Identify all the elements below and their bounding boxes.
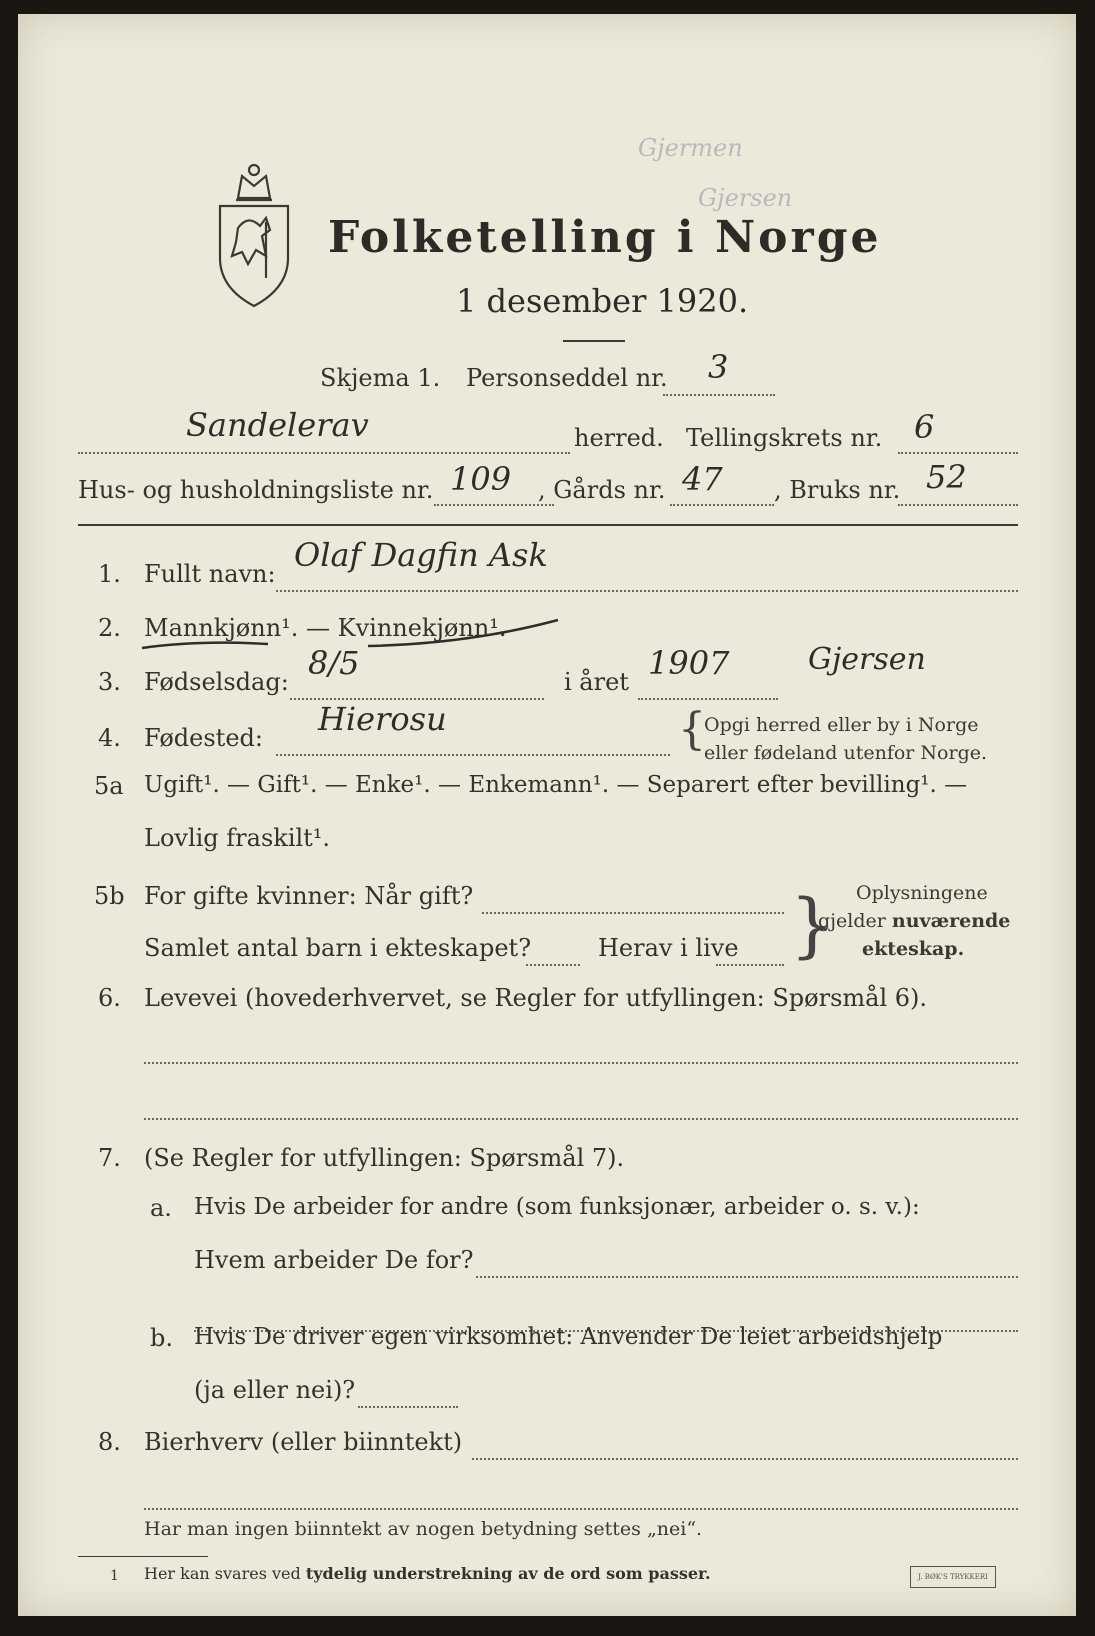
q5b-note-line2a: gjelder xyxy=(818,910,892,932)
form-title: Folketelling i Norge xyxy=(328,212,882,263)
q5a-options-cont: Lovlig fraskilt¹. xyxy=(144,824,331,852)
q7a-line2: Hvem arbeider De for? xyxy=(194,1246,474,1274)
q6-line1 xyxy=(144,1062,1018,1064)
q8-label: Bierhverv (eller biinntekt) xyxy=(144,1428,463,1456)
q4-value: Hierosu xyxy=(318,700,447,738)
q7b-letter: b. xyxy=(150,1324,173,1352)
q7-label: (Se Regler for utfyllingen: Spørsmål 7). xyxy=(144,1144,625,1172)
q5a-number: 5a xyxy=(94,772,124,800)
q6-label: Levevei (hovederhvervet, se Regler for utfyllingen: Spørsmål 6). xyxy=(144,984,928,1012)
q4-note-line2: eller fødeland utenfor Norge. xyxy=(704,742,988,764)
q7b-line1: Hvis De driver egen virksomhet: Anvender De leiet arbeidshjelp xyxy=(194,1324,943,1350)
tellingskrets-label: Tellingskrets nr. xyxy=(686,424,883,452)
q5b-note-line2b: nuværende xyxy=(891,910,1011,932)
coat-of-arms-emblem xyxy=(208,158,300,310)
q4-note-brace: { xyxy=(678,704,706,755)
printer-stamp xyxy=(910,1566,996,1588)
header-rule xyxy=(78,524,1018,526)
hus-label: Hus- og husholdningsliste nr. xyxy=(78,476,434,504)
q1-number: 1. xyxy=(98,560,121,588)
tellingskrets-value: 6 xyxy=(914,408,935,446)
q6-line2 xyxy=(144,1118,1018,1120)
q5b-note-line2 xyxy=(818,910,1010,932)
q3-year-line xyxy=(638,698,778,700)
q1-label: Fullt navn: xyxy=(144,560,276,588)
q4-line xyxy=(276,754,670,756)
q5b-children-line xyxy=(526,964,580,966)
bruks-label: , Bruks nr. xyxy=(774,476,901,504)
q3-label: Fødselsdag: xyxy=(144,668,289,696)
personseddel-label: Personseddel nr. xyxy=(466,364,668,392)
q8-line1 xyxy=(472,1458,1018,1460)
census-date: 1 desember 1920. xyxy=(456,282,749,320)
gards-label: , Gårds nr. xyxy=(538,476,666,504)
q3-year-label: i året xyxy=(564,668,629,696)
q7-number: 7. xyxy=(98,1144,121,1172)
q5b-married-line xyxy=(482,912,784,914)
tellingskrets-line xyxy=(898,452,1018,454)
q5b-number: 5b xyxy=(94,882,125,910)
q3-year-value: 1907 xyxy=(648,644,730,682)
q8-line2 xyxy=(144,1508,1018,1510)
q5a-options: Ugift¹. — Gift¹. — Enke¹. — Enkemann¹. — Separert efter bevilling¹. — xyxy=(144,772,968,798)
q7a-answer-line xyxy=(476,1276,1018,1278)
q5b-alive-label: Herav i live xyxy=(598,934,739,962)
q1-line xyxy=(276,590,1018,592)
q3-number: 3. xyxy=(98,668,121,696)
q7b-line2: (ja eller nei)? xyxy=(194,1376,356,1404)
q8-number: 8. xyxy=(98,1428,121,1456)
herred-value: Sandelerav xyxy=(186,406,369,444)
q3-extra-value: Gjersen xyxy=(808,642,926,677)
personseddel-value: 3 xyxy=(708,348,729,386)
q5b-note-line1: Oplysningene xyxy=(856,882,988,904)
bruks-line xyxy=(898,504,1018,506)
census-form xyxy=(18,14,1076,1616)
faint-note-middle: Gjersen xyxy=(698,184,793,212)
q4-note-line1: Opgi herred eller by i Norge xyxy=(704,714,979,736)
gards-value: 47 xyxy=(682,460,723,498)
q7b-answer-line xyxy=(358,1406,458,1408)
gards-line xyxy=(670,504,774,506)
q5b-note-brace: } xyxy=(790,884,835,966)
herred-line xyxy=(78,452,570,454)
q7a-line1: Hvis De arbeider for andre (som funksjonær, arbeider o. s. v.): xyxy=(194,1194,920,1220)
q2-number: 2. xyxy=(98,614,121,642)
personseddel-line xyxy=(663,394,775,396)
footnote-mark: 1 xyxy=(110,1568,119,1584)
herred-label: herred. xyxy=(574,424,664,452)
q2-label: Mannkjønn¹. — Kvinnekjønn¹. xyxy=(144,614,507,642)
footnote-rule xyxy=(78,1556,208,1557)
q3-day-value: 8/5 xyxy=(308,644,360,682)
printer-stamp-text: J. BØK'S TRYKKERI xyxy=(918,1573,988,1581)
hus-line xyxy=(434,504,554,506)
q5b-line1: For gifte kvinner: Når gift? xyxy=(144,882,474,910)
q5b-children-label: Samlet antal barn i ekteskapet? xyxy=(144,934,532,962)
title-divider xyxy=(563,340,625,342)
bruks-value: 52 xyxy=(926,458,967,496)
q1-value: Olaf Dagfin Ask xyxy=(294,536,548,574)
q8-note: Har man ingen biinntekt av nogen betydning settes „nei“. xyxy=(144,1518,703,1540)
schema-label: Skjema 1. xyxy=(320,364,441,392)
q7a-letter: a. xyxy=(150,1194,172,1222)
footnote-text xyxy=(144,1564,711,1583)
q5b-alive-line xyxy=(716,964,784,966)
q4-number: 4. xyxy=(98,724,121,752)
q6-number: 6. xyxy=(98,984,121,1012)
q4-label: Fødested: xyxy=(144,724,263,752)
footnote-text-bold: tydelig understrekning av de ord som passer. xyxy=(305,1564,711,1583)
hus-value: 109 xyxy=(450,460,512,498)
faint-note-top: Gjermen xyxy=(638,134,743,162)
footnote-text-plain: Her kan svares ved xyxy=(144,1564,306,1583)
q5b-note-line3: ekteskap. xyxy=(862,938,965,960)
